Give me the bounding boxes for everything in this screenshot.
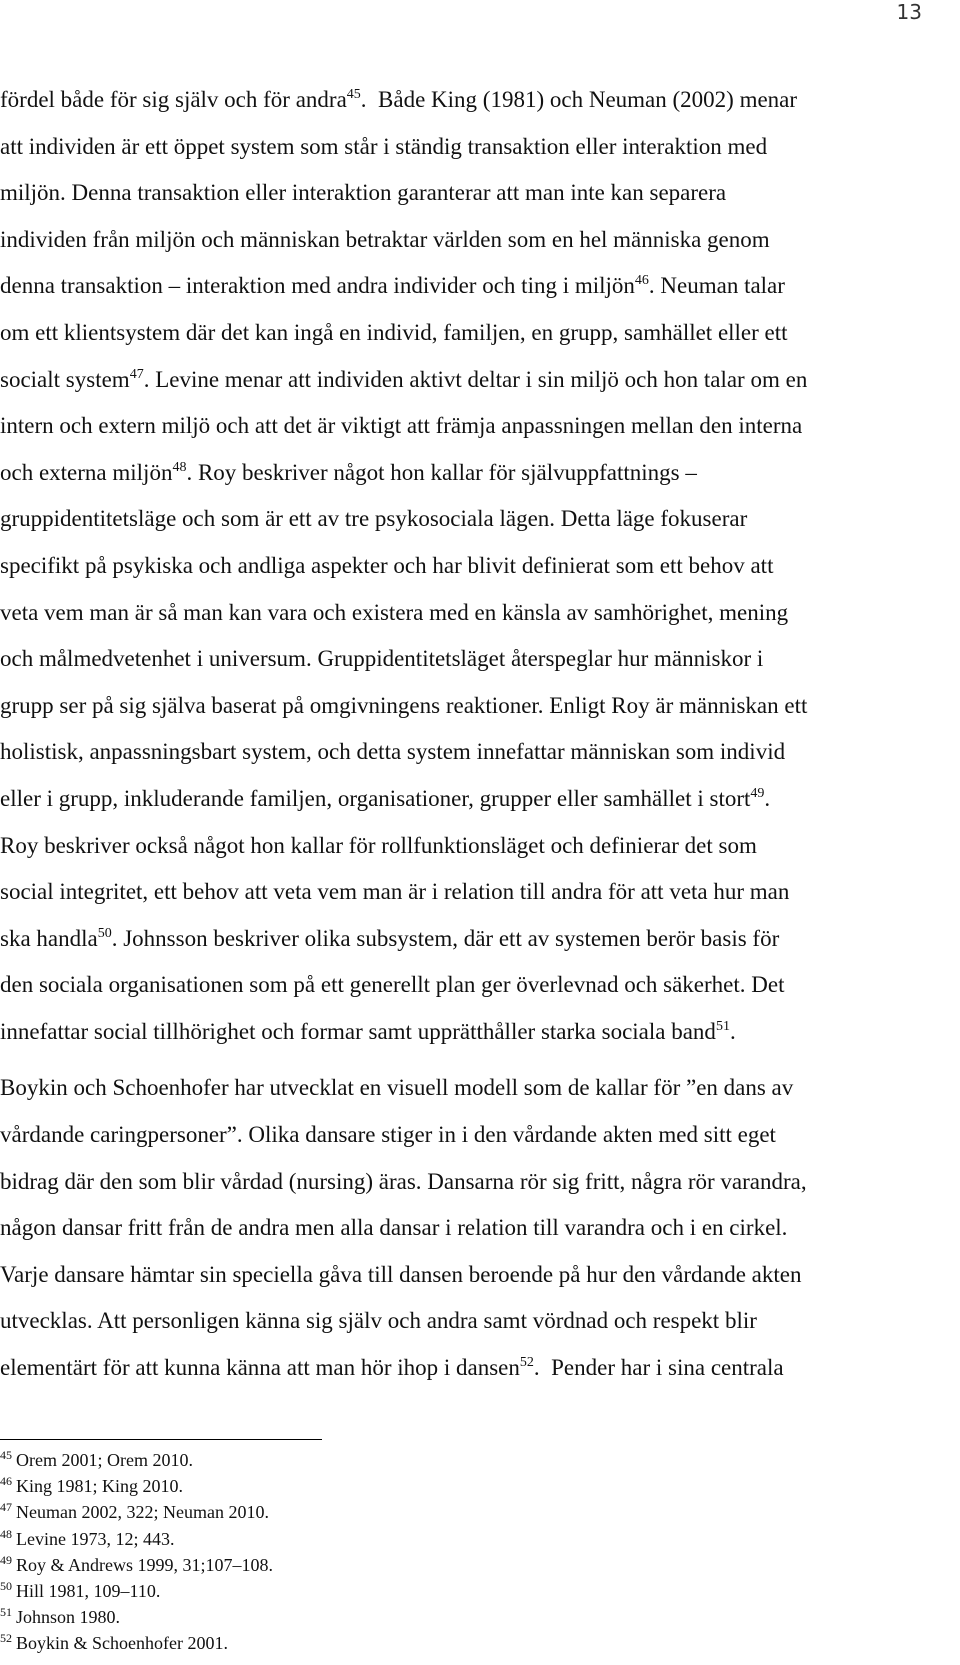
line-text: Roy beskriver också något hon kallar för rollfunktionsläget och definierar det som (0, 832, 757, 858)
line-text-after: . Neuman talar (648, 273, 785, 299)
text-line (0, 496, 935, 543)
text-line (0, 543, 935, 590)
line-text-after: . Roy beskriver något hon kallar för självuppfattnings – (186, 459, 697, 485)
line-text: social integritet, ett behov att veta vem man är i relation till andra för att veta hur man (0, 879, 790, 905)
line-text: gruppidentitetsläge och som är ett av tre psykosociala lägen. Detta läge fokuserar (0, 506, 748, 532)
footnote-text: Neuman 2002, 322; Neuman 2010. (16, 1502, 269, 1523)
text-line (0, 1205, 935, 1252)
footnote-separator (0, 1439, 322, 1440)
line-text: och målmedvetenhet i universum. Gruppidentitetsläget återspeglar hur människor i (0, 646, 764, 672)
line-text: innefattar social tillhörighet och formar samt upprätthåller starka sociala band (0, 1018, 716, 1044)
footnote-text: Boykin & Schoenhofer 2001. (16, 1633, 228, 1654)
footnote (0, 1499, 273, 1525)
line-text-after: . (764, 785, 771, 811)
line-text: någon dansar fritt från de andra men alla dansar i relation till varandra och i en cirkel. (0, 1215, 788, 1241)
footnote-number: 45 (0, 1448, 12, 1462)
footnote-number: 51 (0, 1605, 12, 1620)
text-line (0, 1159, 935, 1206)
line-text: miljön. Denna transaktion eller interaktion garanterar att man inte kan separera (0, 180, 727, 206)
line-text: denna transaktion – interaktion med andra individer och ting i miljön (0, 273, 635, 299)
page-number: 13 (896, 0, 922, 24)
line-text: individen från miljön och människan betraktar världen som en hel människa genom (0, 226, 770, 252)
line-text: intern och extern miljö och att det är viktigt att främja anpassningen mellan den interna (0, 413, 803, 439)
line-text: Varje dansare hämtar sin speciella gåva till dansen beroende på hur den vårdande akten (0, 1261, 802, 1287)
footnote-text: Johnson 1980. (16, 1607, 121, 1628)
footnote-number: 48 (0, 1526, 12, 1541)
text-line (0, 357, 935, 404)
text-line (0, 1345, 935, 1392)
text-line (0, 170, 935, 217)
footnote-ref: 46 (634, 273, 649, 289)
line-text: den sociala organisationen som på ett generellt plan ger överlevnad och säkerhet. Det (0, 972, 785, 998)
line-text: veta vem man är så man kan vara och existera med en känsla av samhörighet, mening (0, 599, 789, 625)
text-line (0, 729, 935, 776)
footnote-text: Orem 2001; Orem 2010. (16, 1450, 193, 1470)
footnote-number: 46 (0, 1474, 12, 1489)
text-line (0, 776, 935, 823)
footnote-ref: 49 (750, 785, 765, 801)
text-line (0, 683, 935, 730)
text-line (0, 1009, 935, 1056)
footnote (0, 1447, 273, 1473)
text-line (0, 310, 935, 357)
line-text: ska handla (0, 925, 98, 951)
footnote-number: 50 (0, 1578, 12, 1593)
footnote (0, 1578, 273, 1604)
line-text: holistisk, anpassningsbart system, och detta system innefattar människan som individ (0, 739, 786, 765)
footnote (0, 1473, 273, 1499)
text-line (0, 1112, 935, 1159)
footnote (0, 1604, 273, 1630)
footnote-ref: 51 (715, 1018, 730, 1034)
line-text: socialt system (0, 366, 130, 392)
line-text: vårdande caringpersoner”. Olika dansare stiger in i den vårdande akten med sitt eget (0, 1122, 776, 1148)
footnote-ref: 52 (519, 1355, 534, 1371)
line-text: bidrag där den som blir vårdad (nursing) äras. Dansarna rör sig fritt, några rör varandra, (0, 1168, 807, 1194)
text-line (0, 450, 935, 497)
line-text: specifikt på psykiska och andliga aspekter och har blivit definierat som ett behov att (0, 552, 774, 578)
footnote (0, 1526, 273, 1552)
text-line (0, 217, 935, 264)
footnote-number: 52 (0, 1631, 12, 1646)
footnote (0, 1630, 273, 1656)
text-line (0, 1252, 935, 1299)
line-text: eller i grupp, inkluderande familjen, organisationer, grupper eller samhället i stort (0, 785, 751, 811)
text-line (0, 124, 935, 171)
text-line (0, 1065, 935, 1112)
text-line (0, 590, 935, 637)
line-text: elementärt för att kunna känna att man hör ihop i dansen (0, 1355, 520, 1381)
line-text: fördel både för sig själv och för andra (0, 87, 347, 112)
line-text-after: . Levine menar att individen aktivt deltar i sin miljö och hon talar om en (143, 366, 808, 392)
text-line (0, 77, 935, 124)
footnote-ref: 45 (346, 87, 361, 102)
text-line (0, 263, 935, 310)
text-line (0, 916, 935, 963)
line-text: och externa miljön (0, 459, 173, 485)
footnote-ref: 50 (97, 925, 112, 941)
footnote-number: 49 (0, 1552, 12, 1567)
line-text: Boykin och Schoenhofer har utvecklat en visuell modell som de kallar för ”en dans av (0, 1075, 794, 1101)
footnote-text: King 1981; King 2010. (16, 1476, 184, 1497)
footnote (0, 1552, 273, 1578)
text-line (0, 636, 935, 683)
line-text-after: . Pender har i sina centrala (533, 1355, 784, 1381)
line-text: om ett klientsystem där det kan ingå en individ, familjen, en grupp, samhället eller ett (0, 319, 788, 345)
line-text: att individen är ett öppet system som står i ständig transaktion eller interaktion med (0, 133, 768, 159)
text-line (0, 962, 935, 1009)
line-text: grupp ser på sig själva baserat på omgivningens reaktioner. Enligt Roy är människan ett (0, 692, 808, 718)
footnote-ref: 48 (172, 459, 187, 475)
footnote-ref: 47 (129, 366, 144, 382)
footnote-text: Levine 1973, 12; 443. (16, 1528, 175, 1549)
line-text-after: . Johnsson beskriver olika subsystem, där ett av systemen berör basis för (111, 925, 780, 951)
footnote-number: 47 (0, 1500, 12, 1515)
footnote-text: Roy & Andrews 1999, 31;107–108. (16, 1554, 274, 1575)
line-text-after: . (729, 1018, 736, 1044)
text-line (0, 823, 935, 870)
footnotes (0, 1447, 273, 1657)
text-line (0, 403, 935, 450)
text-line (0, 1298, 935, 1345)
line-text-after: . Både King (1981) och Neuman (2002) menar (360, 87, 798, 112)
line-text: utvecklas. Att personligen känna sig själv och andra samt vördnad och respekt blir (0, 1308, 757, 1334)
text-line (0, 869, 935, 916)
footnote-text: Hill 1981, 109–110. (16, 1580, 161, 1601)
body-text (0, 77, 935, 1392)
